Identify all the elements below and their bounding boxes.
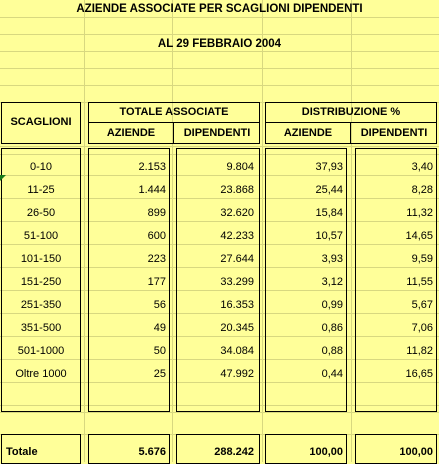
row-scaglione: 11-25 <box>27 184 55 196</box>
gridline-h <box>0 68 439 69</box>
gridline-h <box>0 34 439 35</box>
gridline-v <box>262 0 263 462</box>
totale-dist-aziende: 100,00 <box>309 446 343 458</box>
gridline-h <box>0 51 439 52</box>
row-dist-dipendenti: 14,65 <box>405 230 433 242</box>
row-scaglione: Oltre 1000 <box>15 368 67 380</box>
gridline-v <box>351 0 352 462</box>
sheet-subtitle: AL 29 FEBBRAIO 2004 <box>157 38 282 50</box>
row-scaglione: 51-100 <box>23 230 59 242</box>
row-aziende: 50 <box>153 345 166 357</box>
aziende-header: AZIENDE <box>106 127 156 139</box>
row-aziende: 223 <box>147 253 166 265</box>
distribuzione-divider <box>265 122 437 123</box>
row-dist-dipendenti: 11,82 <box>406 345 433 357</box>
row-dist-aziende: 0,44 <box>321 368 343 380</box>
row-dist-dipendenti: 3,40 <box>411 161 433 173</box>
totale-dipendenti: 288.242 <box>214 446 254 458</box>
row-dipendenti: 32.620 <box>220 207 254 219</box>
row-dipendenti: 20.345 <box>220 322 254 334</box>
row-dist-aziende: 15,84 <box>315 207 343 219</box>
row-dipendenti: 42.233 <box>220 230 254 242</box>
row-aziende: 899 <box>147 207 166 219</box>
row-aziende: 2.153 <box>138 161 166 173</box>
gridline-v <box>172 0 173 462</box>
dist-aziende-header: AZIENDE <box>283 127 333 139</box>
sheet-title: AZIENDE ASSOCIATE PER SCAGLIONI DIPENDENTI <box>76 3 363 15</box>
row-dist-dipendenti: 7,06 <box>411 322 433 334</box>
row-aziende: 600 <box>147 230 166 242</box>
row-aziende: 25 <box>153 368 166 380</box>
gridline-h <box>0 412 439 413</box>
totale-associate-header: TOTALE ASSOCIATE <box>119 106 229 118</box>
dipendenti-header: DIPENDENTI <box>183 127 251 139</box>
row-dist-aziende: 3,93 <box>321 253 343 265</box>
gridline-h <box>0 146 439 147</box>
row-dipendenti: 47.992 <box>220 368 254 380</box>
row-scaglione: 0-10 <box>29 161 53 173</box>
row-aziende: 1.444 <box>138 184 166 196</box>
row-dist-aziende: 3,12 <box>321 276 343 288</box>
row-dist-aziende: 37,93 <box>315 161 343 173</box>
gridline-h <box>0 85 439 86</box>
totale-aziende: 5.676 <box>138 446 166 458</box>
row-dipendenti: 34.084 <box>220 345 254 357</box>
row-dipendenti: 33.299 <box>220 276 254 288</box>
dist-dipendenti-header: DIPENDENTI <box>360 127 428 139</box>
totale-dist-dipendenti: 100,00 <box>399 446 433 458</box>
totale-associate-divider <box>88 122 260 123</box>
row-dipendenti: 23.868 <box>220 184 254 196</box>
row-dist-dipendenti: 9,59 <box>411 253 433 265</box>
row-dist-aziende: 0,86 <box>321 322 343 334</box>
row-dist-dipendenti: 16,65 <box>405 368 433 380</box>
row-aziende: 177 <box>147 276 166 288</box>
row-dist-aziende: 0,88 <box>321 345 343 357</box>
scaglioni-header: SCAGLIONI <box>10 116 72 128</box>
row-dist-dipendenti: 11,32 <box>406 207 433 219</box>
row-scaglione: 151-250 <box>20 276 62 288</box>
row-scaglione: 26-50 <box>26 207 56 219</box>
row-scaglione: 101-150 <box>20 253 62 265</box>
row-dist-dipendenti: 8,28 <box>411 184 433 196</box>
row-dipendenti: 27.644 <box>220 253 254 265</box>
row-dipendenti: 16.353 <box>220 299 254 311</box>
row-aziende: 56 <box>153 299 166 311</box>
row-scaglione: 251-350 <box>20 299 62 311</box>
row-dipendenti: 9.804 <box>226 161 254 173</box>
row-dist-aziende: 0,99 <box>321 299 343 311</box>
totale-label: Totale <box>6 446 38 458</box>
row-aziende: 49 <box>153 322 166 334</box>
row-dist-aziende: 25,44 <box>315 184 343 196</box>
cell-comment-marker <box>0 175 6 181</box>
row-dist-dipendenti: 5,67 <box>411 299 433 311</box>
row-scaglione: 501-1000 <box>17 345 65 357</box>
distribuzione-header: DISTRIBUZIONE % <box>301 106 401 118</box>
row-scaglione: 351-500 <box>20 322 62 334</box>
row-dist-dipendenti: 11,55 <box>406 276 433 288</box>
row-dist-aziende: 10,57 <box>315 230 343 242</box>
gridline-v <box>84 0 85 462</box>
gridline-h <box>0 17 439 18</box>
